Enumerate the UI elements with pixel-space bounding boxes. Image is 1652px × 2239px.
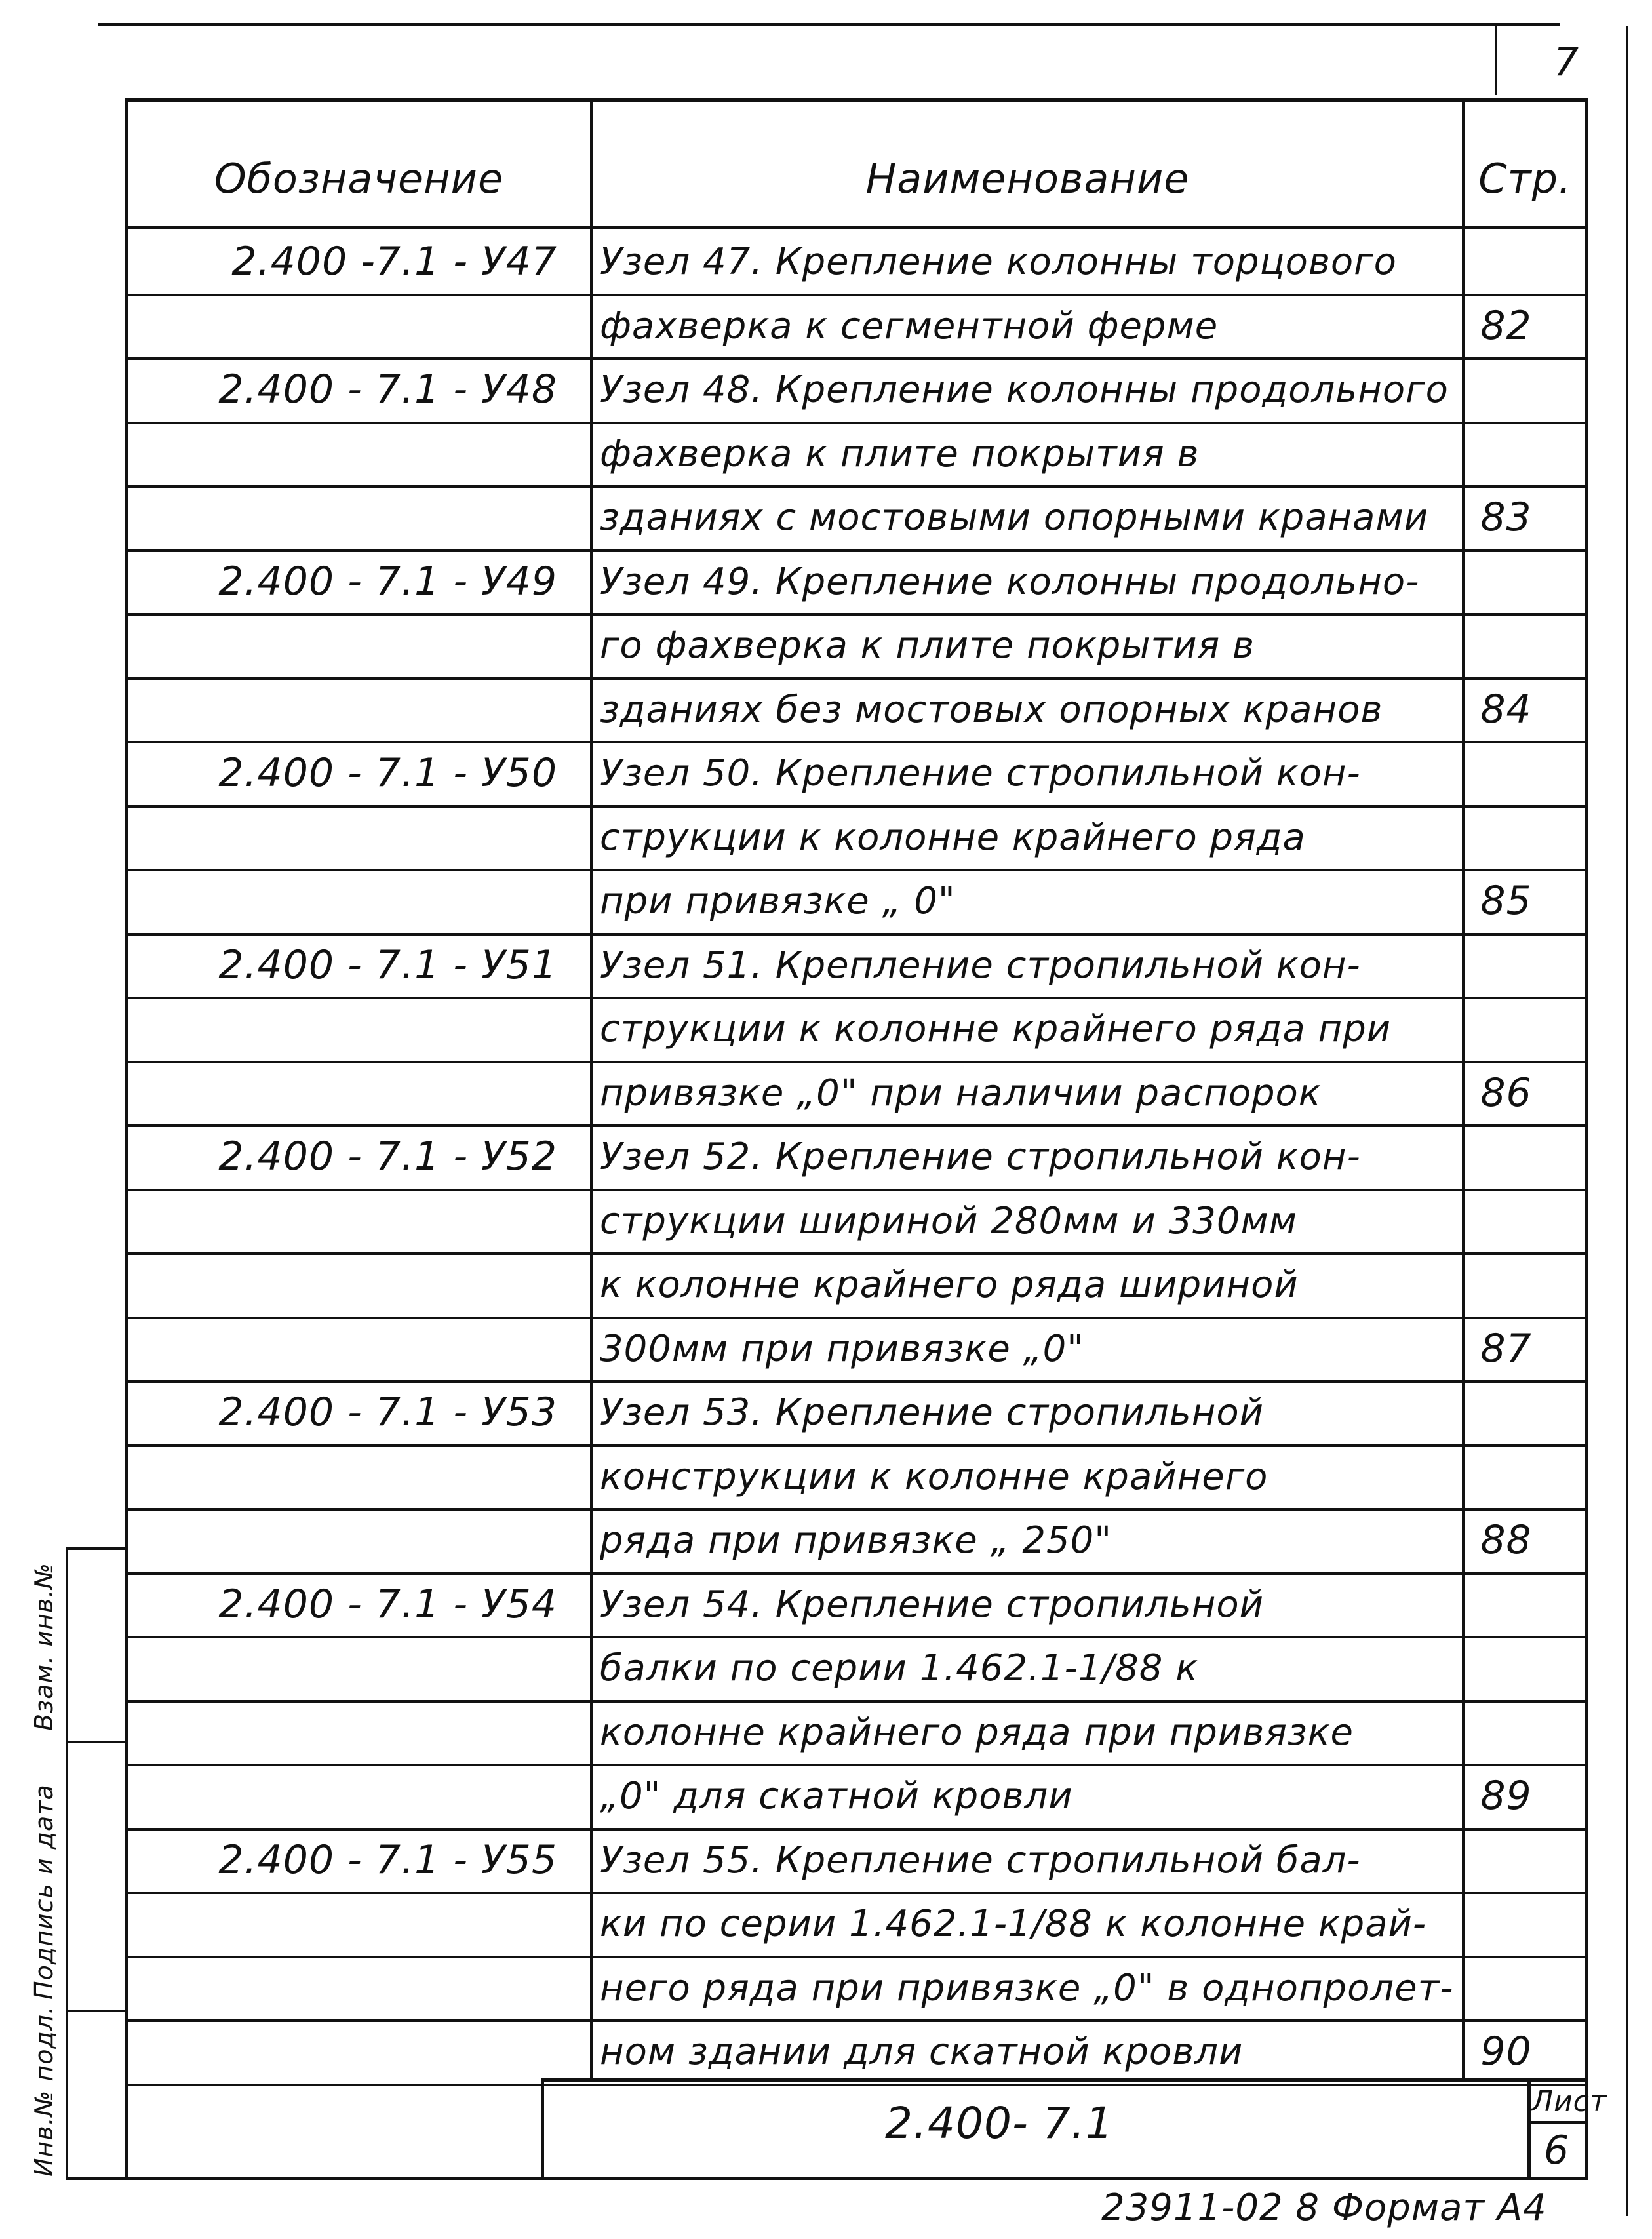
row-name: струкции к колонне крайнего ряда <box>600 816 1306 859</box>
row-page <box>1462 229 1550 294</box>
table-row <box>0 997 1652 1061</box>
table-row <box>0 677 1652 742</box>
row-designation <box>118 1508 570 1572</box>
frame-bottom <box>66 2177 1588 2180</box>
table-row <box>0 422 1652 486</box>
row-designation <box>118 422 570 486</box>
side-label-vzam: Взам. инв.№ <box>30 1562 58 1731</box>
row-page: 87 <box>1480 1326 1532 1372</box>
row-name: конструкции к колонне крайнего <box>600 1455 1268 1498</box>
table-row <box>0 1956 1652 2020</box>
row-designation: 2.400 -7.1 - У47 <box>231 239 557 285</box>
table-row <box>0 1380 1652 1444</box>
row-page: 83 <box>1480 494 1532 540</box>
row-designation: 2.400 - 7.1 - У48 <box>218 367 557 412</box>
row-designation <box>118 2019 570 2084</box>
row-name: Узел 47. Крепление колонны торцового <box>600 240 1397 283</box>
table-row <box>0 933 1652 997</box>
row-page: 86 <box>1480 1070 1532 1116</box>
row-name: фахверка к плите покрытия в <box>600 432 1200 475</box>
table-row <box>0 229 1652 294</box>
top-right-tick <box>1495 23 1497 95</box>
row-page <box>1462 1189 1550 1253</box>
row-designation <box>118 1636 570 1700</box>
side-label-inv-podl: Инв.№ подл. <box>30 2005 58 2177</box>
row-name: ряда при привязке „ 250" <box>600 1518 1112 1562</box>
side-strip-top <box>66 1547 125 1550</box>
header-page: Стр. <box>1478 154 1572 203</box>
row-designation <box>118 613 570 677</box>
row-page: 85 <box>1480 878 1532 924</box>
table-row <box>0 741 1652 805</box>
row-designation <box>118 294 570 358</box>
row-page <box>1462 1444 1550 1509</box>
row-name: 300мм при привязке „0" <box>600 1327 1085 1370</box>
table-row <box>0 1828 1652 1892</box>
row-name: Узел 52. Крепление стропильной кон- <box>600 1135 1361 1178</box>
table-row <box>0 1252 1652 1317</box>
table-row <box>0 1189 1652 1253</box>
row-page <box>1462 933 1550 997</box>
row-designation: 2.400 - 7.1 - У55 <box>218 1837 557 1883</box>
row-name: при привязке „ 0" <box>600 879 956 922</box>
row-page <box>1462 1380 1550 1444</box>
table-row <box>0 1764 1652 1828</box>
side-strip-left <box>66 1547 68 2180</box>
row-page <box>1462 1636 1550 1700</box>
row-page <box>1462 422 1550 486</box>
row-designation: 2.400 - 7.1 - У49 <box>218 559 557 604</box>
table-row <box>0 1636 1652 1700</box>
row-designation <box>118 869 570 933</box>
header-designation: Обозначение <box>214 154 504 203</box>
header-name: Наименование <box>865 154 1190 203</box>
row-name: Узел 55. Крепление стропильной бал- <box>600 1838 1361 1882</box>
title-block-sheet-value: 6 <box>1544 2128 1570 2173</box>
table-row <box>0 1124 1652 1189</box>
title-block-doc-code: 2.400- 7.1 <box>885 2098 1114 2149</box>
row-page: 90 <box>1480 2029 1532 2074</box>
title-block-left <box>541 2078 544 2180</box>
row-designation <box>118 805 570 869</box>
row-page <box>1462 1892 1550 1956</box>
table-row <box>0 2019 1652 2084</box>
row-page <box>1462 357 1550 422</box>
row-page: 88 <box>1480 1517 1532 1563</box>
title-block-sheet-hline <box>1527 2121 1586 2124</box>
row-page <box>1462 805 1550 869</box>
row-name: „0" для скатной кровли <box>600 1774 1073 1817</box>
row-name: фахверка к сегментной ферме <box>600 304 1219 347</box>
row-designation: 2.400 - 7.1 - У51 <box>218 942 557 988</box>
row-name: Узел 48. Крепление колонны продольного <box>600 368 1449 411</box>
row-name: балки по серии 1.462.1-1/88 к <box>600 1646 1199 1690</box>
table-row <box>0 294 1652 358</box>
row-line <box>125 2084 1586 2086</box>
table-row <box>0 1444 1652 1509</box>
title-block-top <box>541 2078 1586 2082</box>
table-row <box>0 1061 1652 1125</box>
table-row <box>0 1508 1652 1572</box>
table-row <box>0 1317 1652 1381</box>
row-name: го фахверка к плите покрытия в <box>600 624 1255 667</box>
row-name: струкции к колонне крайнего ряда при <box>600 1007 1392 1050</box>
row-designation <box>118 485 570 549</box>
row-name: зданиях без мостовых опорных кранов <box>600 688 1383 731</box>
row-designation <box>118 997 570 1061</box>
title-block-sheet-divider <box>1527 2078 1531 2180</box>
row-page: 82 <box>1480 303 1532 349</box>
row-name: колонне крайнего ряда при привязке <box>600 1711 1354 1754</box>
row-designation: 2.400 - 7.1 - У53 <box>218 1389 557 1435</box>
row-page: 84 <box>1480 686 1532 732</box>
row-designation <box>118 1892 570 1956</box>
row-designation <box>118 1317 570 1381</box>
row-designation <box>118 1061 570 1125</box>
row-designation <box>118 1956 570 2020</box>
row-page <box>1462 549 1550 614</box>
row-name: Узел 49. Крепление колонны продольно- <box>600 560 1420 603</box>
row-name: привязке „0" при наличии распорок <box>600 1071 1322 1115</box>
row-name: Узел 50. Крепление стропильной кон- <box>600 751 1361 795</box>
table-row <box>0 485 1652 549</box>
table-row <box>0 613 1652 677</box>
row-designation: 2.400 - 7.1 - У54 <box>218 1581 557 1627</box>
row-designation <box>118 1189 570 1253</box>
row-designation <box>118 1700 570 1764</box>
frame-top <box>125 98 1586 102</box>
row-page <box>1462 1572 1550 1636</box>
footer-format: 23911-02 8 Формат А4 <box>1101 2187 1547 2229</box>
row-page <box>1462 1828 1550 1892</box>
row-page <box>1462 1124 1550 1189</box>
row-page <box>1462 613 1550 677</box>
row-name: зданиях с мостовыми опорными кранами <box>600 496 1429 539</box>
row-page: 89 <box>1480 1773 1532 1819</box>
table-row <box>0 869 1652 933</box>
row-designation <box>118 1252 570 1317</box>
row-name: ном здании для скатной кровли <box>600 2030 1244 2073</box>
table-row <box>0 1572 1652 1636</box>
row-name: струкции шириной 280мм и 330мм <box>600 1199 1298 1242</box>
row-name: него ряда при привязке „0" в однопролет- <box>600 1966 1454 2010</box>
row-name: Узел 51. Крепление стропильной кон- <box>600 943 1361 987</box>
row-name: Узел 53. Крепление стропильной <box>600 1391 1264 1434</box>
table-row <box>0 357 1652 422</box>
row-designation: 2.400 - 7.1 - У52 <box>218 1134 557 1179</box>
row-page <box>1462 1956 1550 2020</box>
row-page <box>1462 997 1550 1061</box>
row-page <box>1462 1252 1550 1317</box>
row-name: Узел 54. Крепление стропильной <box>600 1583 1264 1626</box>
table-row <box>0 1700 1652 1764</box>
top-border-line <box>98 23 1560 26</box>
side-strip-div-1 <box>66 1741 125 1743</box>
table-row <box>0 549 1652 614</box>
side-strip-div-2 <box>66 2010 125 2012</box>
row-designation <box>118 677 570 742</box>
row-designation: 2.400 - 7.1 - У50 <box>218 750 557 796</box>
table-row <box>0 1892 1652 1956</box>
row-name: ки по серии 1.462.1-1/88 к колонне край- <box>600 1902 1427 1945</box>
row-page <box>1462 741 1550 805</box>
row-page <box>1462 1700 1550 1764</box>
table-row <box>0 805 1652 869</box>
row-name: к колонне крайнего ряда шириной <box>600 1263 1299 1306</box>
side-label-podpis: Подпись и дата <box>30 1784 58 2000</box>
row-designation <box>118 1444 570 1509</box>
title-block-sheet-label: Лист <box>1531 2085 1607 2118</box>
sheet-number-top: 7 <box>1554 39 1580 85</box>
row-designation <box>118 1764 570 1828</box>
